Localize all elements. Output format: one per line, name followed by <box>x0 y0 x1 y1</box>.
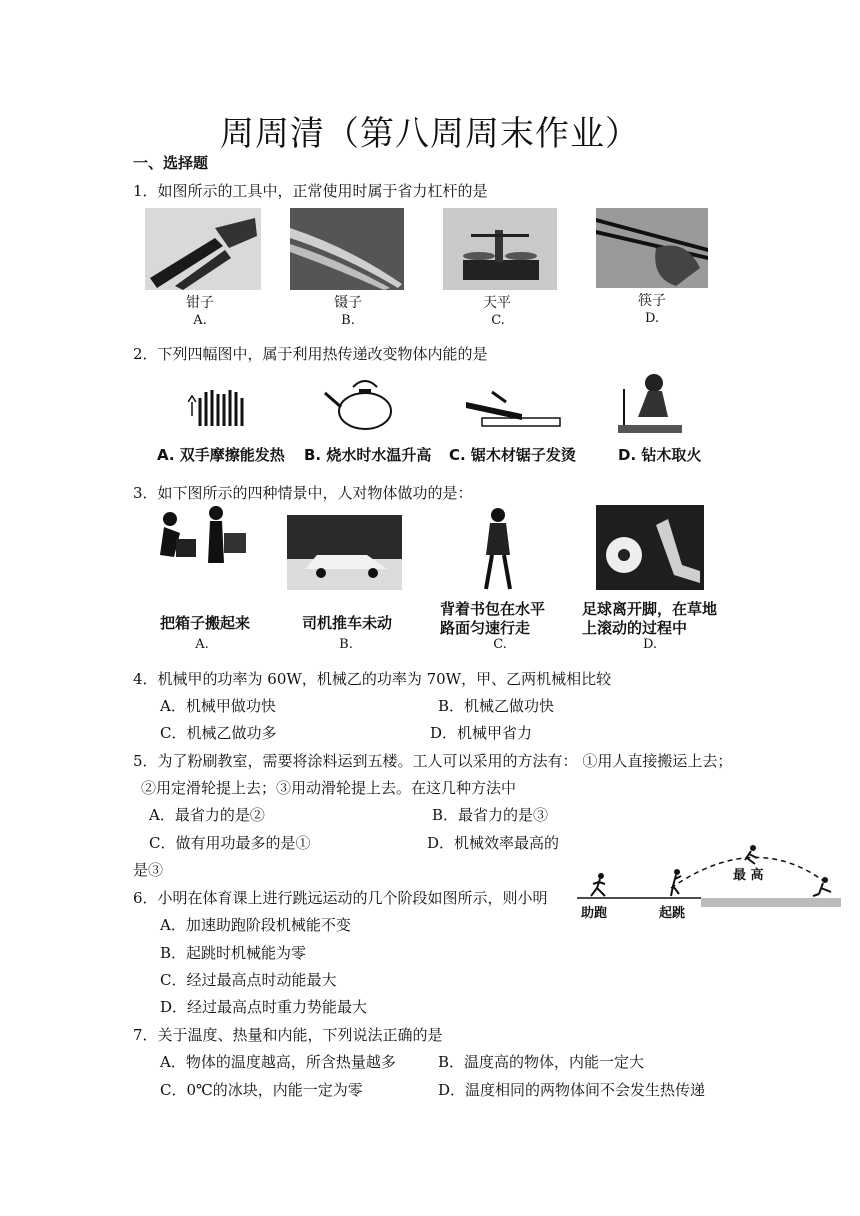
balance-image <box>443 208 557 290</box>
q3-figure-c <box>468 505 528 593</box>
tweezers-image <box>290 208 404 290</box>
q3-label-d-line1: 足球离开脚，在草地 <box>582 600 718 618</box>
q3-letter-c: C. <box>493 637 507 652</box>
long-jump-diagram <box>575 842 845 922</box>
section-heading: 一、选择题 <box>133 154 209 172</box>
q6-option-c: C．经过最高点时动能最大 <box>160 971 337 989</box>
q2-figure-c <box>462 384 562 430</box>
runner-icon <box>591 873 605 896</box>
q6-option-a: A．加速助跑阶段机械能不变 <box>160 916 351 934</box>
q1-letter-c: C. <box>491 313 505 328</box>
q3-label-c-line1: 背着书包在水平 <box>440 600 546 618</box>
q1-letter-a: A. <box>193 313 207 328</box>
q2-figure-b <box>323 373 401 431</box>
kettle-image <box>323 373 401 431</box>
q4-option-b: B．机械乙做功快 <box>438 697 555 715</box>
drilling-fire-image <box>608 369 690 439</box>
q3-label-b: 司机推车未动 <box>302 614 393 632</box>
label-jump: 起跳 <box>659 906 686 921</box>
chopsticks-image <box>596 208 708 288</box>
rubbing-hands-image <box>188 380 250 430</box>
q1-label-a: 钳子 <box>186 295 214 311</box>
q3-stem: 3．如下图所示的四种情景中，人对物体做功的是： <box>133 484 473 502</box>
pliers-image <box>145 208 261 290</box>
q5-stem-line2: ②用定滑轮提上去；③用动滑轮提上去。在这几种方法中 <box>141 779 517 797</box>
q1-stem: 1．如图所示的工具中，正常使用时属于省力杠杆的是 <box>133 182 488 200</box>
q3-letter-d: D. <box>642 637 658 652</box>
q7-option-c: C．0℃的冰块，内能一定为零 <box>160 1081 363 1099</box>
q7-option-a: A．物体的温度越高，所含热量越多 <box>160 1053 396 1071</box>
football-image <box>596 505 704 590</box>
q1-figure-a <box>145 208 261 290</box>
q1-label-d: 筷子 <box>638 293 666 309</box>
q1-letter-b: B. <box>341 313 355 328</box>
q1-label-c: 天平 <box>483 295 511 311</box>
q1-figure-d <box>596 208 708 288</box>
q3-letter-b: B. <box>339 637 353 652</box>
q5-option-b: B．最省力的是③ <box>432 806 549 824</box>
q6-option-b: B．起跳时机械能为零 <box>160 944 307 962</box>
q2-label-b: B. 烧水时水温升高 <box>304 446 432 464</box>
q3-label-a: 把箱子搬起来 <box>160 614 251 632</box>
q5-option-c: C．做有用功最多的是① <box>149 834 311 852</box>
label-run: 助跑 <box>581 906 608 921</box>
q4-stem: 4．机械甲的功率为 60W，机械乙的功率为 70W，甲、乙两机械相比较 <box>133 670 612 688</box>
q5-option-a: A．最省力的是② <box>149 806 265 824</box>
walking-student-image <box>468 505 528 593</box>
q7-option-d: D．温度相同的两物体间不会发生热传递 <box>438 1081 706 1099</box>
top-jumper-icon <box>745 845 757 864</box>
q5-option-d-wrap: 是③ <box>133 861 164 879</box>
q6-option-d: D．经过最高点时重力势能最大 <box>160 998 368 1016</box>
pushing-car-image <box>287 515 402 590</box>
label-top: 最 高 <box>733 868 764 883</box>
q3-letter-a: A. <box>195 637 209 652</box>
q2-figure-d <box>608 369 690 439</box>
q3-label-c-line2: 路面匀速行走 <box>440 619 531 637</box>
q1-figure-c <box>443 208 557 290</box>
q1-figure-b <box>290 208 404 290</box>
q5-option-d: D．机械效率最高的 <box>427 834 560 852</box>
q3-figure-b <box>287 515 402 590</box>
q7-option-b: B．温度高的物体，内能一定大 <box>438 1053 645 1071</box>
q3-figure-a <box>152 505 248 585</box>
q2-label-a: A. 双手摩擦能发热 <box>157 446 285 464</box>
q4-option-c: C．机械乙做功多 <box>160 724 277 742</box>
q1-label-b: 镊子 <box>334 295 362 311</box>
q2-stem: 2．下列四幅图中，属于利用热传递改变物体内能的是 <box>133 345 488 363</box>
q2-figure-a <box>188 380 250 430</box>
q3-figure-d <box>596 505 704 590</box>
q7-stem: 7．关于温度、热量和内能，下列说法正确的是 <box>133 1026 443 1044</box>
q2-label-d: D. 钻木取火 <box>618 446 702 464</box>
q1-letter-d: D. <box>644 311 660 326</box>
q4-option-d: D．机械甲省力 <box>430 724 533 742</box>
q6-stem: 6．小明在体育课上进行跳远运动的几个阶段如图所示，则小明 <box>133 889 548 907</box>
q3-label-d-line2: 上滚动的过程中 <box>582 619 688 637</box>
page-title: 周周清（第八周周末作业） <box>220 114 640 154</box>
sawing-wood-image <box>462 384 562 430</box>
lifting-box-image <box>152 505 248 585</box>
q4-option-a: A．机械甲做功快 <box>160 697 276 715</box>
q2-label-c: C. 锯木材锯子发烫 <box>449 446 576 464</box>
q5-stem-line1: 5．为了粉刷教室，需要将涂料运到五楼。工人可以采用的方法有： ①用人直接搬运上去； <box>133 752 733 770</box>
long-jump-figure <box>575 842 845 922</box>
